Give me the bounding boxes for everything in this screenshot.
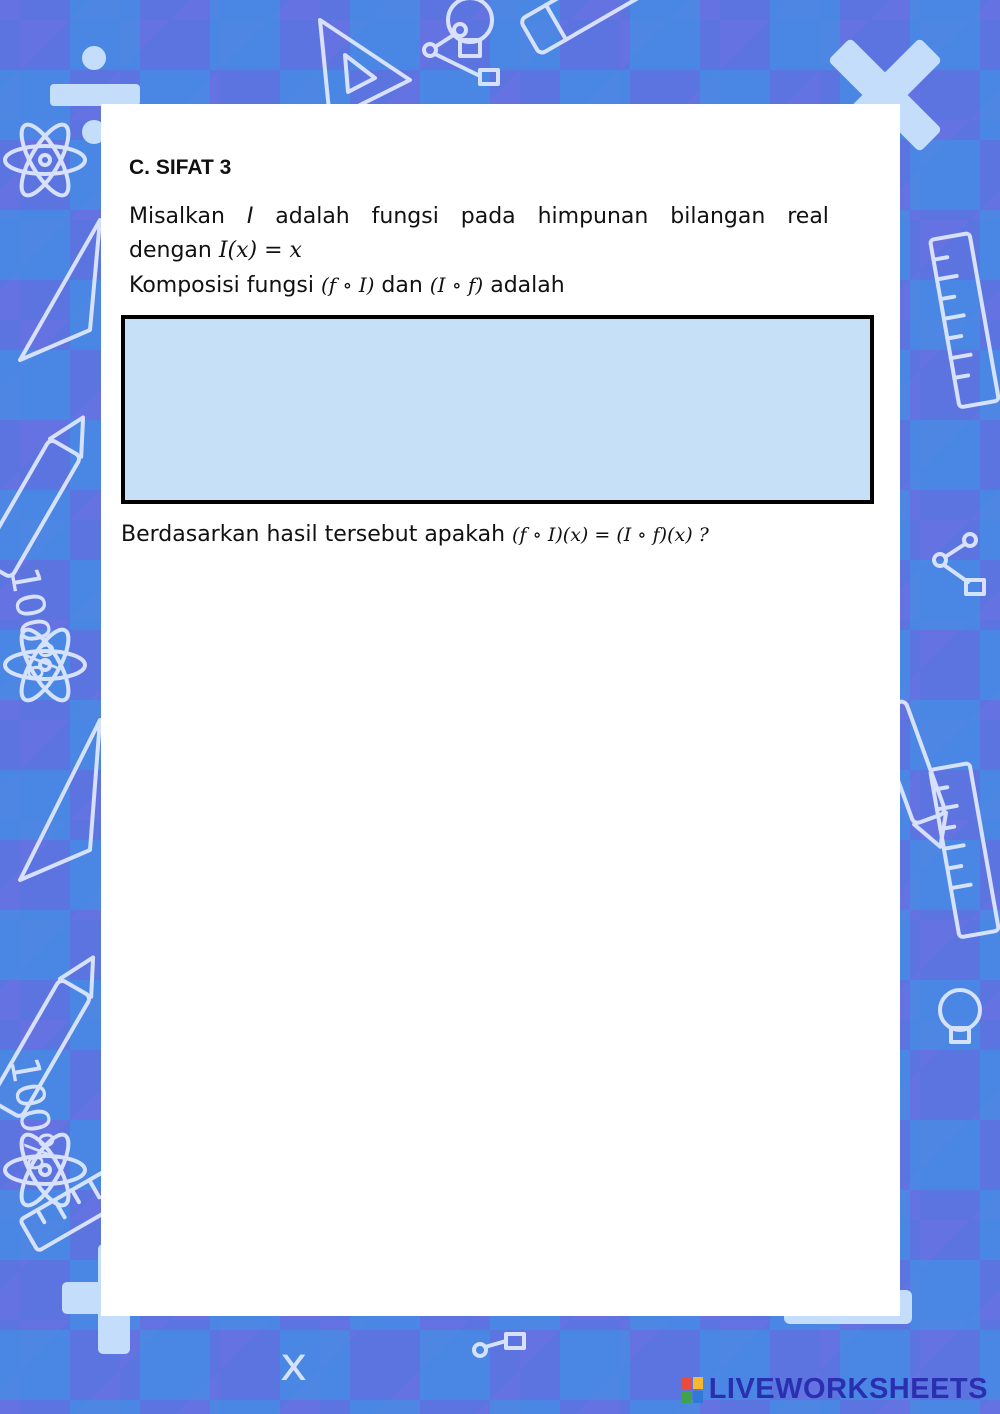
svg-text:100%: 100% bbox=[0, 563, 66, 685]
question-prefix: Berdasarkan hasil tersebut apakah bbox=[121, 522, 506, 547]
intro-line-2 bbox=[129, 234, 829, 268]
svg-text:x: x bbox=[280, 1337, 308, 1391]
intro-word-identity-symbol: I bbox=[246, 204, 254, 229]
intro-text: dengan bbox=[129, 238, 212, 263]
watermark-text: LIVEWORKSHEETS bbox=[708, 1373, 988, 1405]
section-heading: C. SIFAT 3 bbox=[129, 156, 232, 179]
intro-word: real bbox=[787, 204, 829, 229]
intro-line-1 bbox=[129, 200, 829, 234]
svg-text:100%: 100% bbox=[0, 1053, 66, 1175]
intro-text: dan bbox=[381, 273, 423, 298]
question-text bbox=[121, 522, 709, 547]
intro-paragraph bbox=[129, 200, 829, 303]
intro-line-3 bbox=[129, 268, 829, 303]
worksheet-page bbox=[101, 104, 900, 1316]
intro-word: Misalkan bbox=[129, 204, 225, 229]
intro-word: fungsi bbox=[371, 204, 439, 229]
liveworksheets-logo-icon bbox=[681, 1377, 703, 1403]
intro-text: adalah bbox=[490, 273, 565, 298]
identity-function-formula: I(x) = x bbox=[218, 238, 302, 263]
intro-text: Komposisi fungsi bbox=[129, 273, 314, 298]
intro-word: himpunan bbox=[537, 204, 649, 229]
liveworksheets-watermark bbox=[681, 1373, 988, 1406]
question-equation: (f ∘ I)(x) = (I ∘ f)(x) ? bbox=[512, 524, 709, 546]
intro-word: adalah bbox=[275, 204, 350, 229]
intro-word: bilangan bbox=[670, 204, 766, 229]
composition-i-of-f: (I ∘ f) bbox=[429, 273, 484, 297]
intro-word: pada bbox=[460, 204, 516, 229]
answer-input-box[interactable] bbox=[121, 315, 874, 504]
composition-f-of-i: (f ∘ I) bbox=[320, 273, 375, 297]
